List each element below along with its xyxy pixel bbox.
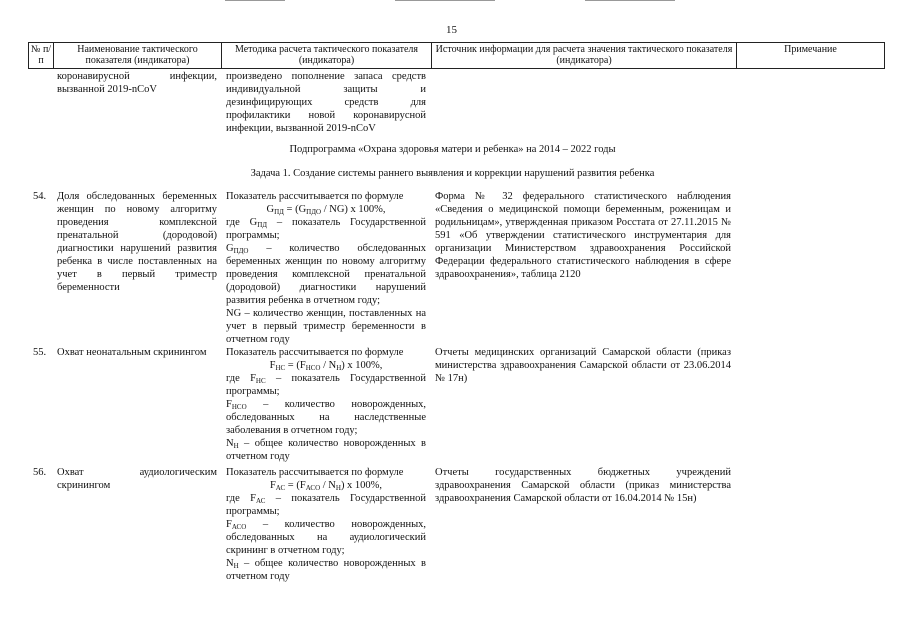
method-line-3: NG – количество женщин, поставленных на учет в первый триместр беременности в отчетном году: [226, 308, 426, 345]
scan-rule: [395, 0, 495, 1]
header-col-note: Примечание: [784, 44, 837, 55]
row-56-number: 56.: [33, 467, 47, 478]
method-formula: $F_{АС} = (F_{АСО} / N_Н)$ x 100%,: [269, 480, 383, 492]
row-56-name: Охват аудиологическим скринингом: [57, 467, 217, 491]
row-56-method: [226, 466, 426, 583]
header-col-method: Методика расчета тактического показателя (индикатора): [222, 43, 432, 68]
header-col-name: Наименование тактического показателя (индикатора): [54, 43, 222, 68]
row-55-number: 55.: [33, 347, 47, 358]
row-55-source: Отчеты медицинских организаций Самарской области (приказ министерства здравоохранения Самарской области от 23.06.2014 № 17н): [435, 347, 731, 384]
table-header: [28, 42, 885, 69]
header-col-no: № п/п: [29, 43, 54, 68]
method-line-2: $G_{ПДО}$ – количество обследованных беременных женщин по новому алгоритму проведения комплексной пренатальной (дородовой) диагностики нарушений развития ребенка в отчетном году;: [226, 243, 426, 306]
method-intro: Показатель рассчитывается по формуле: [226, 467, 404, 478]
subprogram-title: Подпрограмма «Охрана здоровья матери и ребенка» на 2014 – 2022 годы: [289, 144, 616, 155]
header-col-source: Источник информации для расчета значения тактического показателя (индикатора): [432, 43, 737, 68]
row-55-name: Охват неонатальным скринингом: [57, 347, 207, 358]
task-title: Задача 1. Создание системы раннего выявления и коррекции нарушений развития ребенка: [250, 168, 655, 179]
method-line-1: где $F_{АС}$ – показатель Государственной программы;: [226, 493, 426, 517]
row-54-name: Доля обследованных беременных женщин по новому алгоритму проведения комплексной пренатальной (дородовой) диагностики нарушений развития ребенка в числе поставленных на учет в первый триместр беременности: [57, 191, 217, 293]
method-line-3: $N_Н$ – общее количество новорожденных в отчетном году: [226, 438, 426, 462]
method-line-2: $F_{АСО}$ – количество новорожденных, обследованных на аудиологический скрининг в отчетном году;: [226, 519, 426, 556]
method-line-1: где $G_{ПД}$ – показатель Государственной программы;: [226, 217, 426, 241]
scan-rule: [585, 0, 675, 1]
scan-rule: [225, 0, 285, 1]
row-56-source: Отчеты государственных бюджетных учреждений здравоохранения Самарской области (приказ министерства здравоохранения Самарской области от 16.04.2014 № 15н): [435, 467, 731, 504]
method-line-2: $F_{НСО}$ – количество новорожденных, обследованных на наследственные заболевания в отчетном году;: [226, 399, 426, 436]
row-54-source: Форма № 32 федерального статистического наблюдения «Сведения о медицинской помощи беременным, роженицам и родильницам», утвержденная приказом Росстата от 27.11.2015 № 591 «Об утверждении статистического инструментария для организации Министерством здравоохранения Российской Федерации федерального статистического наблюдения в сфере здравоохранения», таблица 2120: [435, 191, 731, 280]
row-55-method: [226, 346, 426, 463]
row-54-number: 54.: [33, 191, 47, 202]
cont-row-name: коронавирусной инфекции, вызванной 2019-nCoV: [57, 71, 217, 95]
method-formula: $F_{НС} = (F_{НСО} / N_Н)$ x 100%,: [269, 360, 383, 372]
method-formula: $G_{ПД} = (G_{ПДО} / NG)$ x 100%,: [266, 204, 386, 216]
method-line-3: $N_Н$ – общее количество новорожденных в отчетном году: [226, 558, 426, 582]
method-intro: Показатель рассчитывается по формуле: [226, 347, 404, 358]
page-number: 15: [446, 24, 457, 36]
row-54-method: [226, 190, 426, 346]
cont-row-method: произведено пополнение запаса средств индивидуальной защиты и дезинфицирующих средств для профилактики новой коронавирусной инфекции, вызванной 2019-nCoV: [226, 71, 426, 134]
method-intro: Показатель рассчитывается по формуле: [226, 191, 404, 202]
method-line-1: где $F_{НС}$ – показатель Государственной программы;: [226, 373, 426, 397]
